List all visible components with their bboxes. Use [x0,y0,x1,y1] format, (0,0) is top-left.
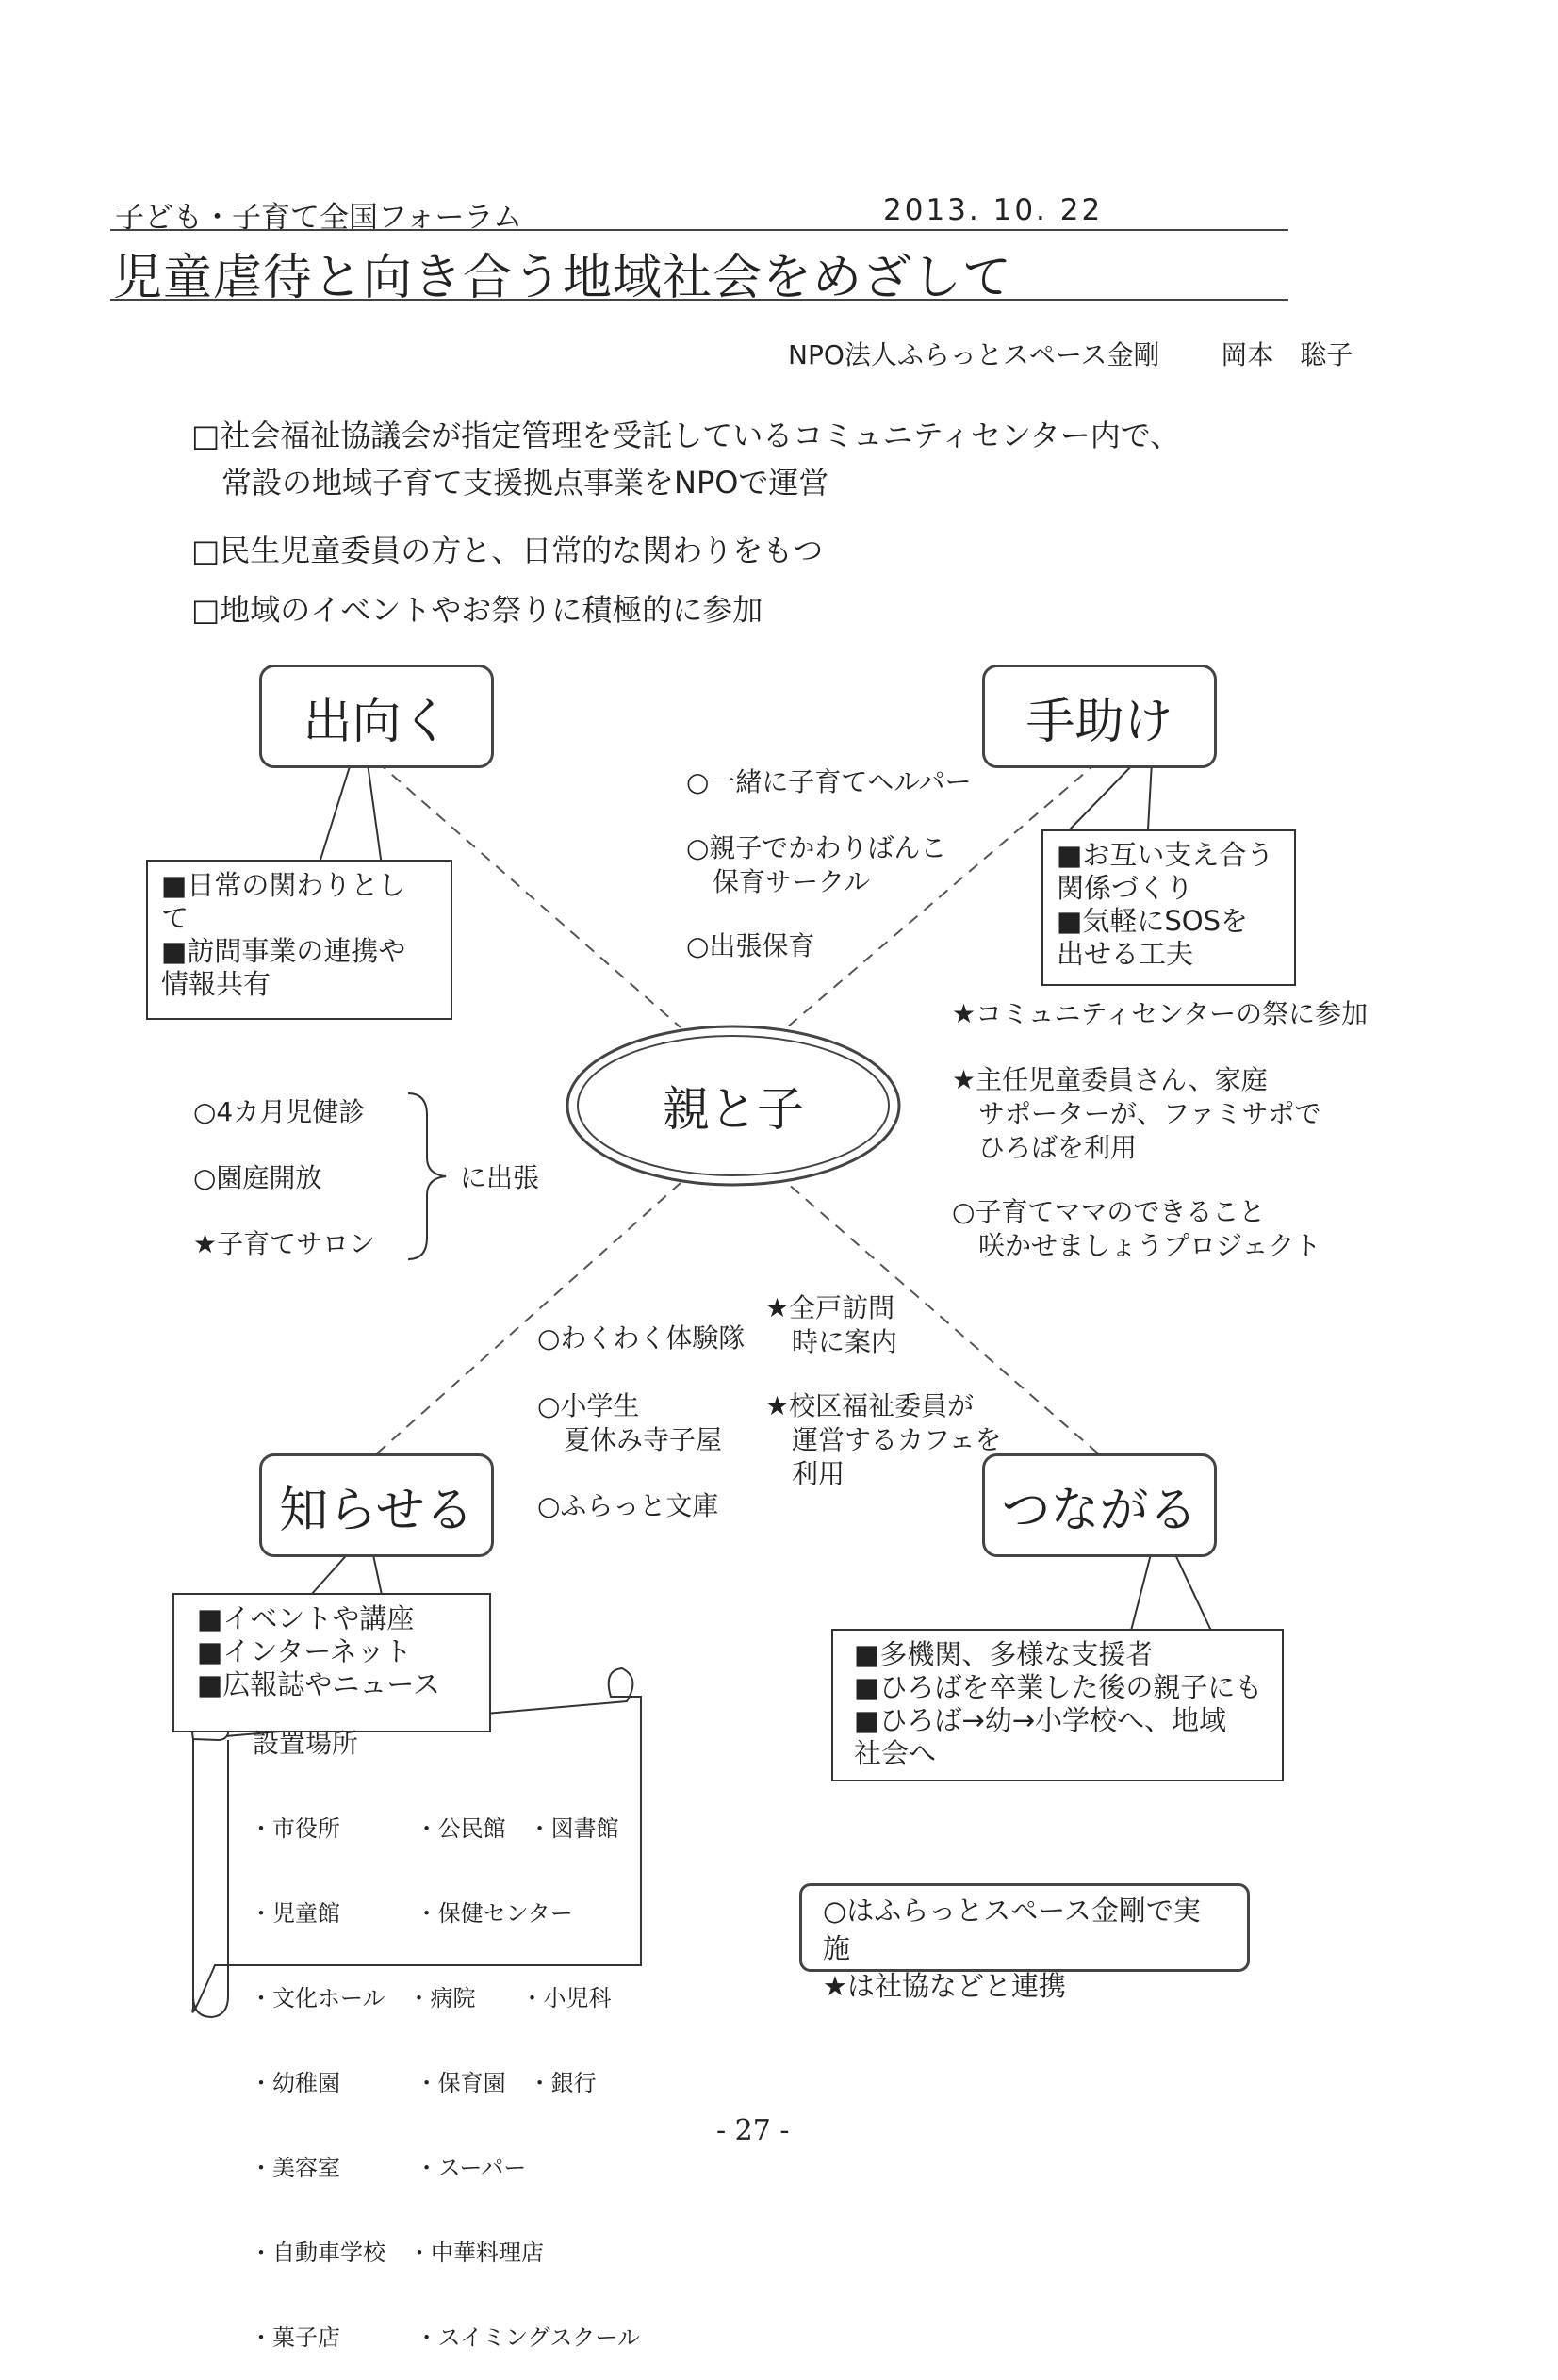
page-title: 児童虐待と向き合う地域社会をめざして [113,250,1013,306]
callout-line: ■訪問事業の連携や [161,935,406,967]
left-item: ○4カ月児健診 [193,1096,366,1127]
right-item: サポーターが、ファミサポで [952,1098,1321,1129]
callout-line: ■イベントや講座 [197,1602,415,1634]
brace-icon [403,1092,451,1261]
intro-line-2: 常設の地域子育て支援拠点事業をNPOで運営 [191,465,829,501]
left-item: ★子育てサロン [193,1228,376,1259]
right-item: ★主任児童委員さん、家庭 [952,1064,1268,1095]
center-label: 親と子 [663,1082,804,1137]
bottom-right-item: ★校区福祉委員が [765,1390,975,1421]
scroll-row: ・菓子店 ・スイミングスクール [250,2324,640,2351]
tail-bottom-left [311,1551,382,1595]
callout-line: ■多機関、多様な支援者 [854,1638,1154,1670]
scroll-row: ・市役所 ・公民館 ・図書館 [250,1815,619,1842]
date: 2013. 10. 22 [883,193,1104,227]
right-item: ひろばを利用 [952,1132,1138,1163]
scroll-list [250,1758,640,2380]
top-middle-item: 保育サークル [686,866,871,897]
bottom-right-item: 運営するカフェを [765,1424,1002,1455]
callout-line: ■ひろば→幼→小学校へ、地域 [854,1704,1226,1736]
left-item: ○園庭開放 [193,1162,322,1193]
callout-line: 社会へ [854,1737,937,1769]
bottom-right-item: ★全戸訪問 [765,1292,895,1323]
tail-top-right [1070,762,1152,829]
node-bottom-left: 知らせる [259,1453,494,1557]
bottom-right-item: 利用 [765,1458,845,1489]
callout-top-right [1041,829,1296,986]
callout-line: 関係づくり [1057,872,1194,904]
right-item: ○子育てママのできること [952,1196,1266,1227]
bottom-right-item: 時に案内 [765,1326,898,1357]
intro-line-4: □地域のイベントやお祭りに積極的に参加 [191,592,763,628]
scroll-row: ・幼稚園 ・保育園 ・銀行 [250,2070,597,2096]
author: NPO法人ふらっとスペース金剛 岡本 聡子 [788,339,1353,370]
callout-line: ■インターネット [197,1635,412,1667]
right-item: 咲かせましょうプロジェクト [952,1230,1321,1261]
scroll-row: ・美容室 ・スーパー [250,2155,527,2181]
callout-line: ■気軽にSOSを [1057,905,1249,937]
callout-line: て [161,902,189,934]
forum-name: 子ども・子育て全国フォーラム [115,201,523,235]
callout-line: 情報共有 [161,968,271,1000]
page-number: - 27 - [716,2114,790,2147]
top-middle-item: ○出張保育 [686,930,815,961]
left-suffix: に出張 [460,1162,540,1193]
top-middle-item: ○親子でかわりばんこ [686,832,947,863]
callout-line: ■広報誌やニュース [197,1668,440,1700]
callout-top-left [146,860,452,1020]
callout-line: 出せる工夫 [1057,938,1194,970]
node-top-right: 手助け [982,665,1217,768]
callout-bottom-left [172,1593,491,1732]
node-top-left: 出向く [259,665,494,768]
intro-line-1: □社会福祉協議会が指定管理を受託しているコミュニティセンター内で、 [191,418,1181,453]
scroll-row: ・自動車学校 ・中華料理店 [250,2240,544,2266]
legend-line-circle: ○はふらっとスペース金剛で実施 [823,1895,1201,1964]
tail-bottom-right [1131,1551,1211,1631]
node-bottom-right: つながる [982,1453,1217,1557]
top-middle-item: ○一緒に子育てヘルパー [686,766,972,797]
scroll-heading: 設置場所 [253,1728,359,1759]
callout-line: ■ひろばを卒業した後の親子にも [854,1671,1263,1703]
callout-bottom-right [831,1629,1284,1781]
bottom-middle-item: ○ふらっと文庫 [537,1490,719,1521]
bottom-middle-item: ○小学生 [537,1390,640,1421]
legend-line-star: ★は社協などと連携 [823,1970,1066,2002]
bottom-middle-item: 夏休み寺子屋 [537,1424,723,1455]
right-item: ★コミュニティセンターの祭に参加 [952,998,1369,1029]
scroll-row: ・文化ホール ・病院 ・小児科 [250,1985,612,2011]
legend [799,1883,1250,2002]
callout-line: ■日常の関わりとし [161,869,406,901]
bottom-middle-item: ○わくわく体験隊 [537,1322,746,1354]
callout-line: ■お互い支え合う [1057,839,1274,871]
intro-line-3: □民生児童委員の方と、日常的な関わりをもつ [191,533,824,568]
scroll-row: ・児童館 ・保健センター [250,1900,573,1927]
